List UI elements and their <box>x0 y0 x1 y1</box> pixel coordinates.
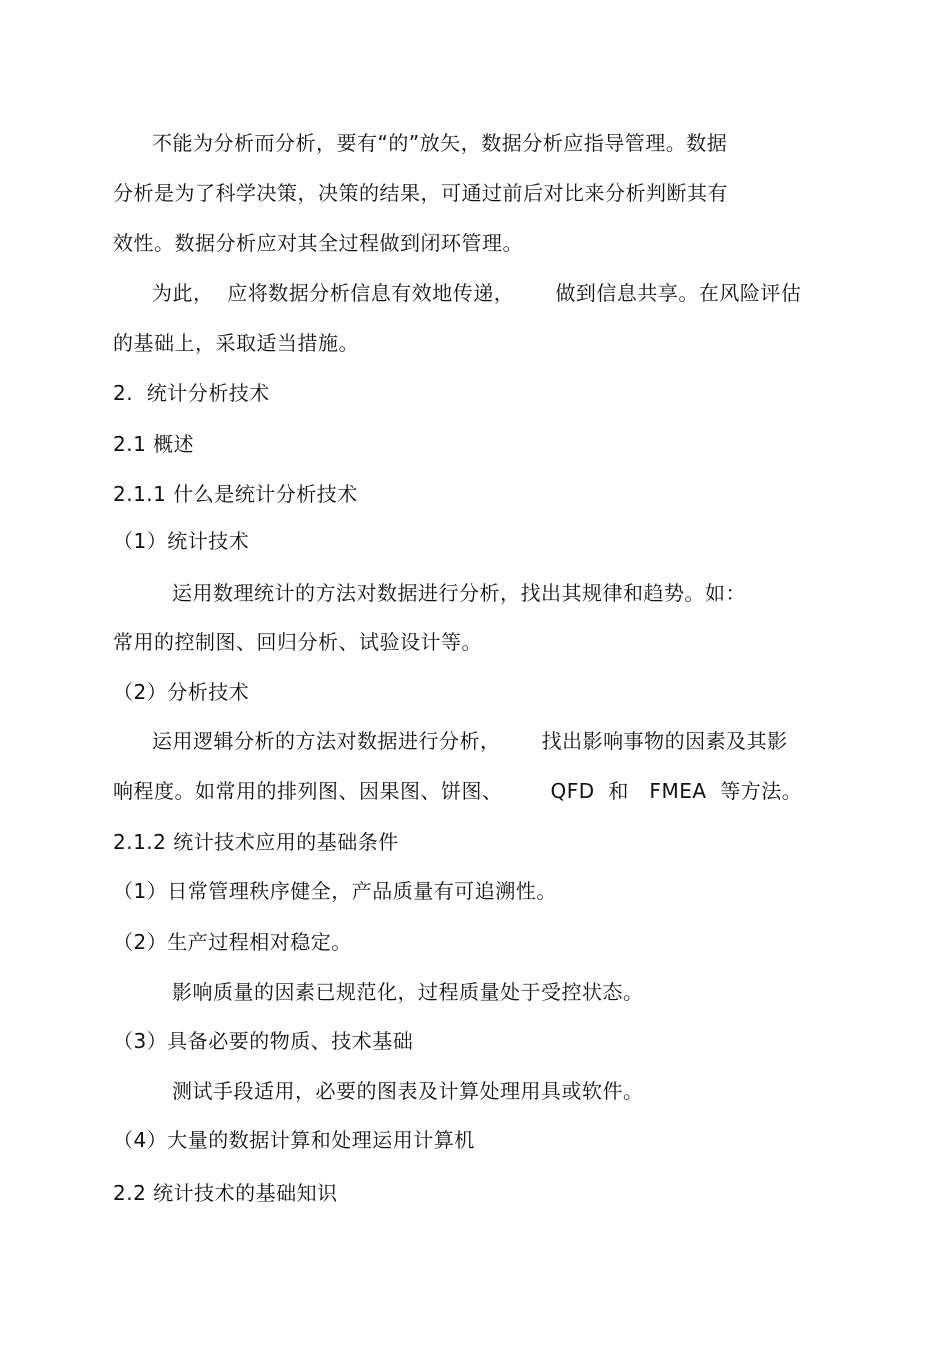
paragraph-line: 的基础上，采取适当措施。 <box>113 331 359 355</box>
paragraph-line: 运用逻辑分析的方法对数据进行分析， 找出影响事物的因素及其影 <box>152 729 788 753</box>
paragraph-line: 不能为分析而分析，要有“的”放矢，数据分析应指导管理。数据 <box>152 131 728 155</box>
list-item: （4）大量的数据计算和处理运用计算机 <box>113 1128 475 1152</box>
paragraph-line: 运用数理统计的方法对数据进行分析，找出其规律和趋势。如： <box>172 581 746 605</box>
section-heading: 2.1.1 什么是统计分析技术 <box>113 482 358 506</box>
list-item: （2）分析技术 <box>113 680 250 704</box>
paragraph-line: 常用的控制图、回归分析、试验设计等。 <box>113 630 482 654</box>
paragraph-line: 分析是为了科学决策，决策的结果，可通过前后对比来分析判断其有 <box>113 181 728 205</box>
paragraph-line: 测试手段适用，必要的图表及计算处理用具或软件。 <box>172 1079 644 1103</box>
list-item: （2）生产过程相对稳定。 <box>113 930 352 954</box>
list-item: （1）日常管理秩序健全，产品质量有可追溯性。 <box>113 879 557 903</box>
paragraph-line: 效性。数据分析应对其全过程做到闭环管理。 <box>113 231 523 255</box>
list-item: （1）统计技术 <box>113 529 250 553</box>
paragraph-line: 为此， 应将数据分析信息有效地传递， 做到信息共享。在风险评估 <box>152 281 802 305</box>
section-heading: 2. 统计分析技术 <box>113 381 270 405</box>
section-heading: 2.1 概述 <box>113 432 195 456</box>
section-heading: 2.1.2 统计技术应用的基础条件 <box>113 830 399 854</box>
paragraph-line: 影响质量的因素已规范化，过程质量处于受控状态。 <box>172 980 644 1004</box>
list-item: （3）具备必要的物质、技术基础 <box>113 1029 414 1053</box>
section-heading: 2.2 统计技术的基础知识 <box>113 1181 338 1205</box>
paragraph-line: 响程度。如常用的排列图、因果图、饼图、 QFD 和 FMEA 等方法。 <box>113 779 803 803</box>
